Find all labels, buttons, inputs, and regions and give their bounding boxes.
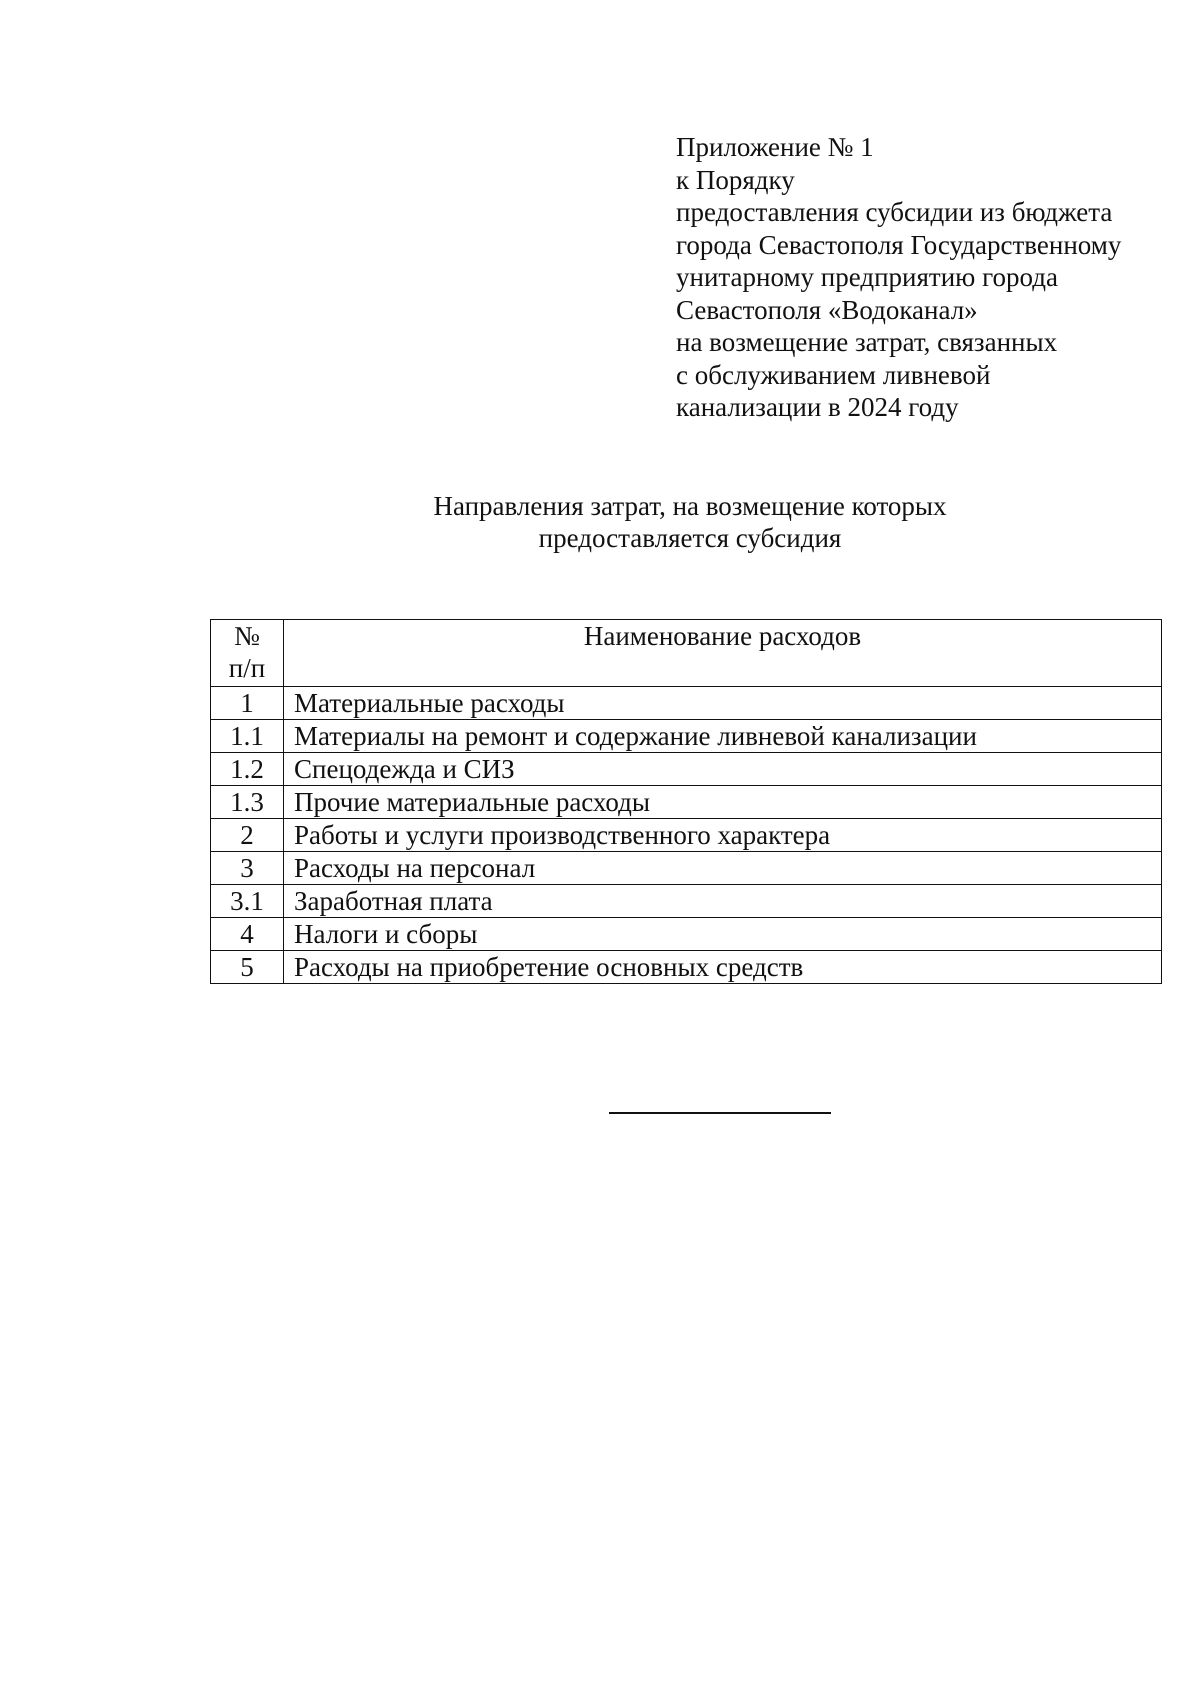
number-column-header <box>211 620 284 687</box>
table-row <box>211 819 1162 852</box>
appendix-line: города Севастополя Государственному <box>676 229 1122 260</box>
row-number: 1.3 <box>211 786 284 819</box>
name-column-header: Наименование расходов <box>284 620 1162 687</box>
heading-line-1: Направления затрат, на возмещение которых <box>433 491 947 521</box>
table-row <box>211 885 1162 918</box>
row-name: Работы и услуги производственного характера <box>284 819 1162 852</box>
appendix-line: предоставления субсидии из бюджета <box>676 197 1113 227</box>
row-name: Расходы на персонал <box>284 852 1162 885</box>
row-name: Налоги и сборы <box>284 918 1162 951</box>
row-number: 5 <box>211 951 284 984</box>
table-row <box>211 852 1162 885</box>
document-heading <box>300 490 1080 554</box>
row-name: Материалы на ремонт и содержание ливневой канализации <box>284 720 1162 753</box>
table-row <box>211 786 1162 819</box>
appendix-line: канализации в 2024 году <box>676 392 959 422</box>
table-row <box>211 753 1162 786</box>
row-number: 3 <box>211 852 284 885</box>
row-number: 1.2 <box>211 753 284 786</box>
costs-table <box>210 619 1162 984</box>
row-name: Прочие материальные расходы <box>284 786 1162 819</box>
row-number: 1 <box>211 687 284 720</box>
table-row <box>211 951 1162 984</box>
table-header-row <box>211 620 1162 687</box>
appendix-line: на возмещение затрат, связанных <box>676 327 1058 357</box>
closing-divider-line <box>609 1112 831 1114</box>
number-header-symbol: № <box>234 621 260 651</box>
row-number: 3.1 <box>211 885 284 918</box>
appendix-line: Севастополя «Водоканал» <box>676 294 978 325</box>
row-number: 1.1 <box>211 720 284 753</box>
appendix-reference <box>676 131 1176 424</box>
row-name: Спецодежда и СИЗ <box>284 753 1162 786</box>
heading-line-2: предоставляется субсидия <box>538 523 842 553</box>
row-name: Заработная плата <box>284 885 1162 918</box>
number-header-abbrev: п/п <box>228 653 266 683</box>
table-row <box>211 720 1162 753</box>
table-row <box>211 918 1162 951</box>
table-row <box>211 687 1162 720</box>
row-name: Материальные расходы <box>284 687 1162 720</box>
appendix-line: Приложение № 1 <box>676 132 874 162</box>
appendix-line: унитарному предприятию города <box>676 262 1058 292</box>
row-number: 2 <box>211 819 284 852</box>
appendix-line: с обслуживанием ливневой <box>676 359 991 390</box>
appendix-line: к Порядку <box>676 164 795 195</box>
row-name: Расходы на приобретение основных средств <box>284 951 1162 984</box>
row-number: 4 <box>211 918 284 951</box>
